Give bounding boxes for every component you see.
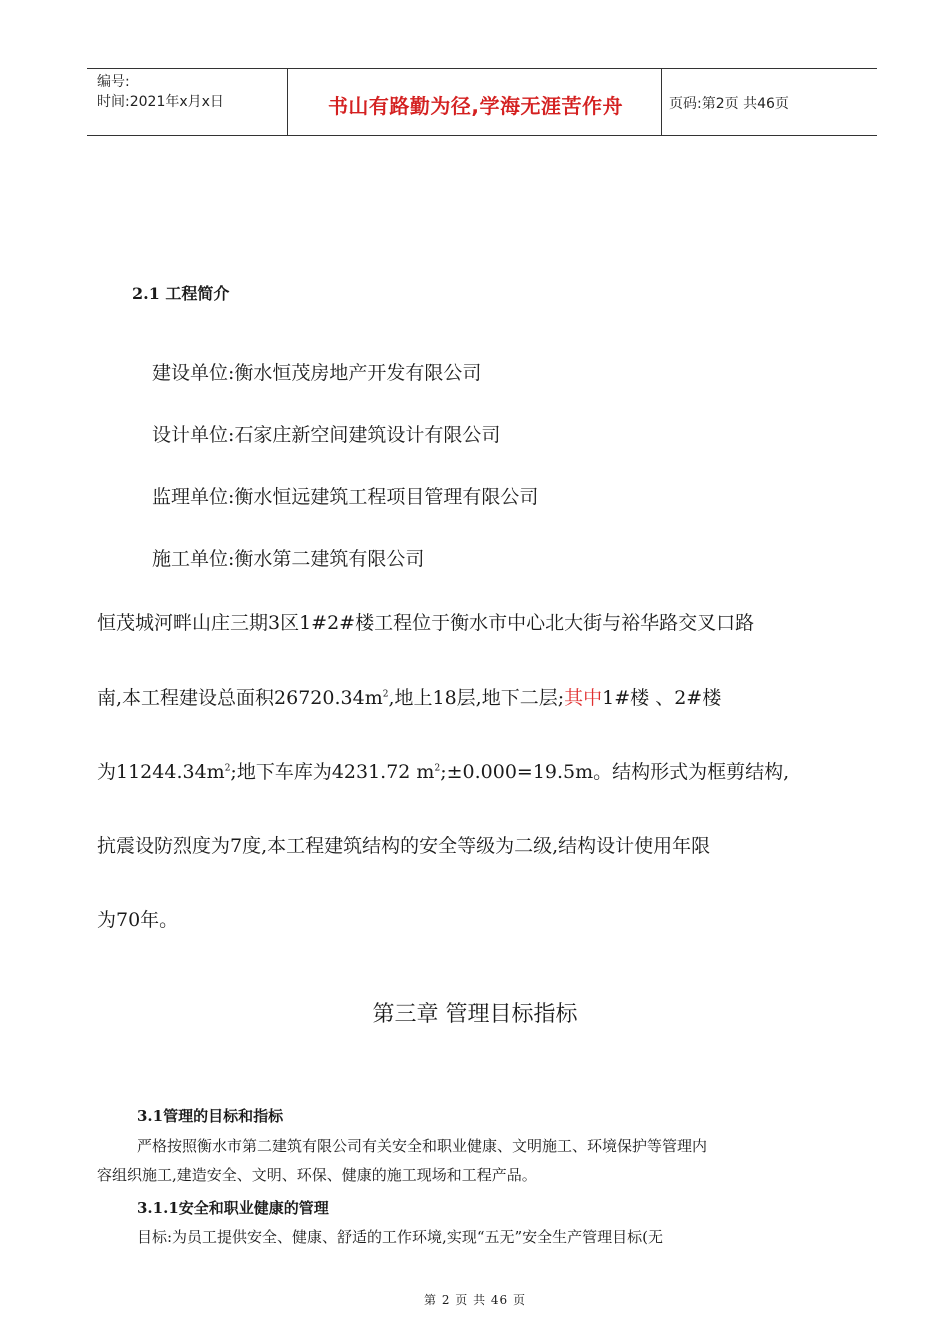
header-page-label: 页码:第2页 共46页 — [669, 96, 789, 112]
text-span: 为11244.34m — [97, 761, 225, 783]
project-paragraph-line-5: 为70年。 — [97, 909, 179, 931]
superscript: 2 — [224, 763, 231, 774]
superscript: 2 — [382, 689, 389, 700]
text-span: 1#楼 、2#楼 — [602, 687, 722, 709]
section-3-1-1-line-1: 目标:为员工提供安全、健康、舒适的工作环境,实现“五无”安全生产管理目标(无 — [137, 1228, 664, 1246]
header-divider-left — [287, 69, 288, 136]
unit-construction: 建设单位:衡水恒茂房地产开发有限公司 — [152, 362, 482, 384]
unit-supervision: 监理单位:衡水恒远建筑工程项目管理有限公司 — [152, 486, 539, 508]
section-2-1-heading: 2.1 工程简介 — [132, 284, 230, 303]
section-3-1-line-2: 容组织施工,建造安全、文明、环保、健康的施工现场和工程产品。 — [97, 1166, 537, 1184]
chapter-3-title: 第三章 管理目标指标 — [372, 1002, 578, 1027]
unit-builder: 施工单位:衡水第二建筑有限公司 — [152, 548, 425, 570]
header-divider-right — [661, 69, 662, 136]
superscript: 2 — [434, 763, 441, 774]
project-paragraph-line-1: 恒茂城河畔山庄三期3区1#2#楼工程位于衡水市中心北大街与裕华路交叉口路 — [97, 612, 755, 634]
section-3-1-line-1: 严格按照衡水市第二建筑有限公司有关安全和职业健康、文明施工、环境保护等管理内 — [137, 1137, 708, 1155]
header-top-border — [87, 68, 877, 69]
text-span: 南,本工程建设总面积26720.34m — [97, 687, 383, 709]
text-span: ,地上18层,地下二层; — [388, 687, 565, 709]
header-info — [97, 72, 224, 112]
project-paragraph-line-3 — [97, 757, 789, 784]
highlight-red: 其中 — [564, 687, 603, 709]
header-motto: 书山有路勤为径,学海无涯苦作舟 — [327, 94, 624, 118]
section-3-1-1-heading: 3.1.1安全和职业健康的管理 — [137, 1199, 329, 1217]
header-serial-label: 编号: — [97, 74, 130, 90]
header-bottom-border — [87, 135, 877, 136]
header-time-label: 时间:2021年x月x日 — [97, 94, 224, 110]
project-paragraph-line-2 — [97, 683, 721, 710]
unit-design: 设计单位:石家庄新空间建筑设计有限公司 — [152, 424, 501, 446]
footer-page-number: 第 2 页 共 46 页 — [424, 1293, 526, 1307]
section-3-1-heading: 3.1管理的目标和指标 — [137, 1107, 284, 1125]
text-span: ;±0.000=19.5m。结构形式为框剪结构, — [440, 761, 790, 783]
project-paragraph-line-4: 抗震设防烈度为7度,本工程建筑结构的安全等级为二级,结构设计使用年限 — [97, 835, 711, 857]
text-span: ;地下车库为4231.72 m — [230, 761, 435, 783]
